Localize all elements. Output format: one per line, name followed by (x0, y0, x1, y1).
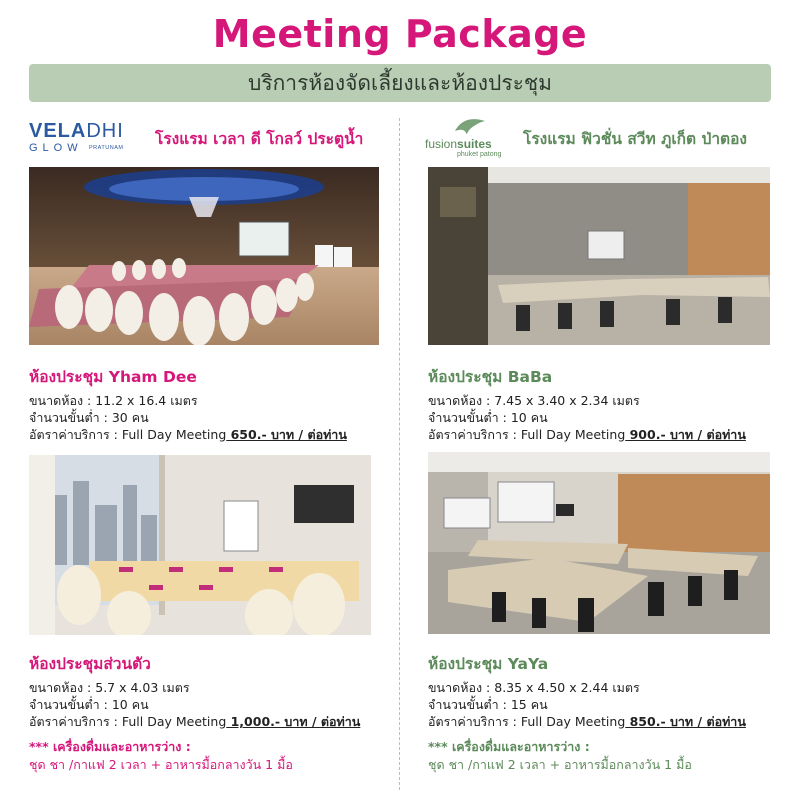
room-info-private (29, 651, 399, 730)
note-body: ชุด ชา /กาแฟ 2 เวลา + อาหารมื้อกลางวัน 1 มื้อ (29, 757, 293, 772)
room-rate (29, 713, 399, 730)
rate-label: อัตราค่าบริการ : Full Day Meeting (428, 714, 626, 729)
room-info-baba (428, 364, 798, 443)
photo-yham-dee-room (29, 167, 379, 345)
hotel-header-vela-dhi (29, 116, 379, 160)
column-divider (399, 118, 400, 790)
rate-label: อัตราค่าบริการ : Full Day Meeting (428, 427, 626, 442)
photo-yaya-room (428, 452, 770, 634)
note-title: *** เครื่องดื่มและอาหารว่าง : (29, 739, 191, 754)
logo-text-suites: suites (457, 137, 492, 151)
rate-price: 850.- บาท / ต่อท่าน (625, 714, 746, 729)
room-capacity: จำนวนขั้นต่ำ : 15 คน (428, 697, 548, 712)
rate-price: 1,000.- บาท / ต่อท่าน (226, 714, 361, 729)
fusion-suites-logo (425, 117, 515, 159)
rate-price: 900.- บาท / ต่อท่าน (625, 427, 746, 442)
room-size: ขนาดห้อง : 5.7 x 4.03 เมตร (29, 680, 190, 695)
room-capacity: จำนวนขั้นต่ำ : 10 คน (29, 697, 149, 712)
logo-text-dhi: DHI (86, 120, 124, 142)
rate-price: 650.- บาท / ต่อท่าน (226, 427, 347, 442)
room-size: ขนาดห้อง : 8.35 x 4.50 x 2.44 เมตร (428, 680, 640, 695)
hotel-name-fusion-suites: โรงแรม ฟิวชั่น สวีท ภูเก็ต ป่าตอง (523, 129, 747, 148)
room-name-private: ห้องประชุมส่วนตัว (29, 655, 151, 673)
photo-baba-room (428, 167, 770, 345)
package-note-left (29, 738, 399, 774)
rate-label: อัตราค่าบริการ : Full Day Meeting (29, 427, 227, 442)
logo-text-vela: VELA (29, 120, 87, 142)
room-size: ขนาดห้อง : 11.2 x 16.4 เมตร (29, 393, 198, 408)
room-info-yaya (428, 651, 798, 730)
logo-text-phuket-patong: phuket patong (457, 151, 502, 158)
hotel-name-vela-dhi: โรงแรม เวลา ดี โกลว์ ประตูน้ำ (155, 129, 364, 148)
vela-dhi-logo (29, 118, 147, 158)
subtitle-banner (29, 64, 771, 102)
page-title: Meeting Package (212, 12, 588, 56)
logo-text-fusion: fusion (425, 137, 458, 151)
room-rate (428, 713, 798, 730)
logo-text-glow: GLOW (29, 142, 83, 154)
logo-text-pratunam: PRATUNAM (89, 145, 124, 151)
room-size: ขนาดห้อง : 7.45 x 3.40 x 2.34 เมตร (428, 393, 640, 408)
room-capacity: จำนวนขั้นต่ำ : 30 คน (29, 410, 149, 425)
room-rate (428, 426, 798, 443)
room-name-yham-dee: ห้องประชุม Yham Dee (29, 368, 197, 386)
hotel-header-fusion-suites (425, 116, 775, 160)
room-rate (29, 426, 399, 443)
bird-leaf-icon (453, 117, 487, 137)
note-body: ชุด ชา /กาแฟ 2 เวลา + อาหารมื้อกลางวัน 1 มื้อ (428, 757, 692, 772)
room-info-yham-dee (29, 364, 399, 443)
package-note-right (428, 738, 798, 774)
room-name-yaya: ห้องประชุม YaYa (428, 655, 549, 673)
photo-private-room (29, 455, 371, 635)
note-title: *** เครื่องดื่มและอาหารว่าง : (428, 739, 590, 754)
subtitle-text: บริการห้องจัดเลี้ยงและห้องประชุม (247, 71, 553, 95)
room-name-baba: ห้องประชุม BaBa (428, 368, 553, 386)
rate-label: อัตราค่าบริการ : Full Day Meeting (29, 714, 227, 729)
room-capacity: จำนวนขั้นต่ำ : 10 คน (428, 410, 548, 425)
